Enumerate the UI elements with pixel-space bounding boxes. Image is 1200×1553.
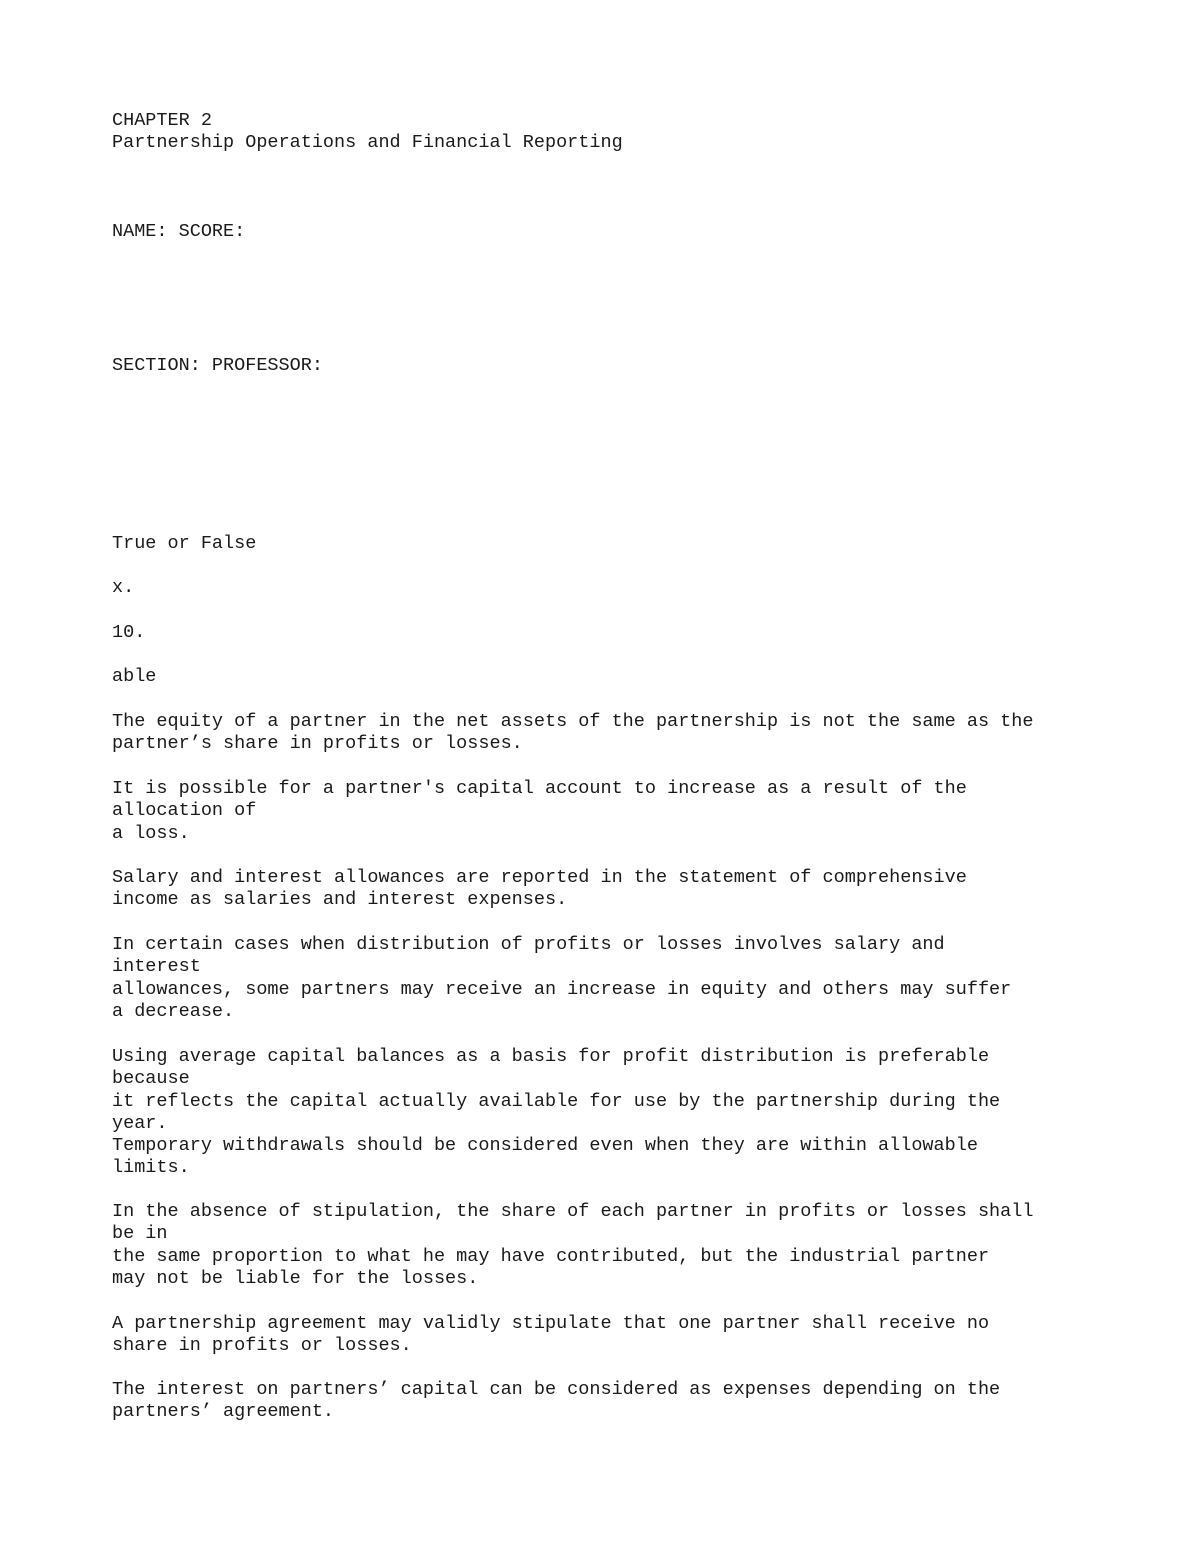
name-score-field: NAME: SCORE:: [112, 221, 246, 242]
statement-3: Salary and interest allowances are reported in the statement of comprehensive income as salaries and interest expenses.: [112, 867, 967, 911]
item-marker-10: 10.: [112, 622, 146, 643]
statement-5: Using average capital balances as a basis for profit distribution is preferable because it reflects the capital actually available for use by the partnership during the year. Temporary withdrawals should be considered even when they are within allowable limits.: [112, 1046, 1001, 1179]
section-heading: True or False: [112, 533, 257, 554]
section-professor-field: SECTION: PROFESSOR:: [112, 355, 323, 376]
statement-1: The equity of a partner in the net assets of the partnership is not the same as the partner’s share in profits or losses.: [112, 711, 1034, 755]
statement-8: The interest on partners’ capital can be considered as expenses depending on the partners’ agreement.: [112, 1379, 1001, 1423]
statement-6: In the absence of stipulation, the share of each partner in profits or losses shall be in the same proportion to what he may have contributed, but the industrial partner may not be liable for the losses.: [112, 1201, 1034, 1289]
statement-7: A partnership agreement may validly stipulate that one partner shall receive no share in profits or losses.: [112, 1313, 990, 1357]
statement-2: It is possible for a partner's capital account to increase as a result of the allocation of a loss.: [112, 778, 967, 844]
item-marker-x: x.: [112, 577, 135, 598]
item-marker-able: able: [112, 666, 157, 687]
chapter-title: Partnership Operations and Financial Reporting: [112, 132, 623, 153]
statement-4: In certain cases when distribution of profits or losses involves salary and interest allowances, some partners may receive an increase in equity and others may suffer a decrease.: [112, 934, 1012, 1022]
chapter-label: CHAPTER 2: [112, 110, 212, 131]
